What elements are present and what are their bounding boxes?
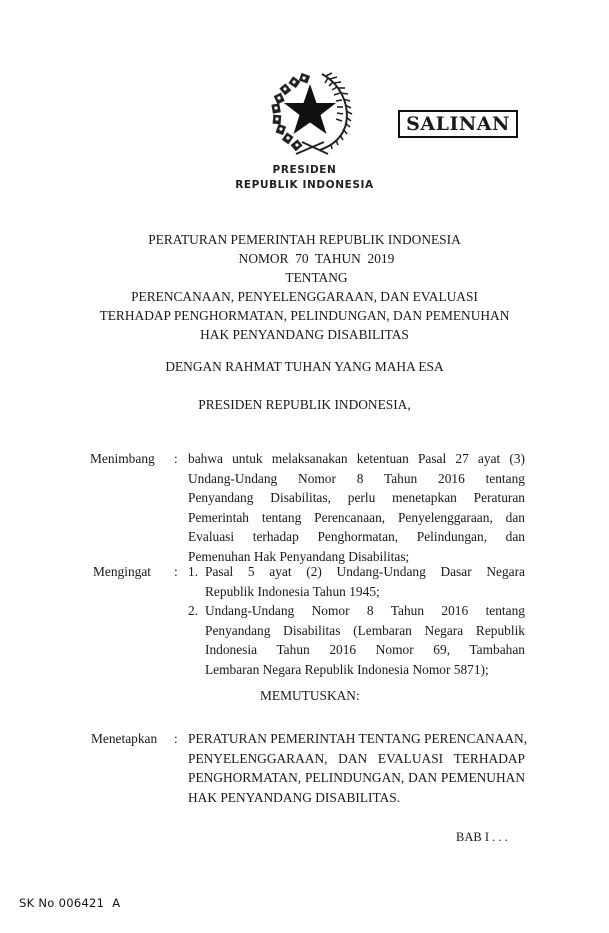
mengingat-item-number: 2. xyxy=(188,603,199,618)
mengingat-item-line: Lembaran Negara Republik Indonesia Nomor 5871); xyxy=(205,661,489,677)
menetapkan-line: PENGHORMATAN, PELINDUNGAN, DAN PEMENUHAN xyxy=(188,770,525,785)
mengingat-item-line: Republik Indonesia Tahun 1945; xyxy=(205,583,380,599)
menetapkan-colon: : xyxy=(174,731,178,746)
title-line-4: PERENCANAAN, PENYELENGGARAAN, DAN EVALUASI xyxy=(131,289,478,304)
serial-number: SK No 006421 A xyxy=(19,896,121,910)
mengingat-label: Mengingat xyxy=(93,564,152,579)
menimbang-line: Evaluasi terhadap Penghormatan, Pelindungan, dan xyxy=(188,529,525,544)
salinan-stamp: SALINAN xyxy=(398,110,518,138)
office-label-presiden: PRESIDEN xyxy=(272,164,337,176)
title-line-tentang: TENTANG xyxy=(285,270,348,285)
presidential-emblem-icon xyxy=(266,70,354,156)
menimbang-colon: : xyxy=(174,451,178,466)
office-label-republik: REPUBLIK INDONESIA xyxy=(235,179,374,191)
title-line-1: PERATURAN PEMERINTAH REPUBLIK INDONESIA xyxy=(148,232,461,247)
invocation: DENGAN RAHMAT TUHAN YANG MAHA ESA xyxy=(165,359,444,374)
decision-heading: MEMUTUSKAN: xyxy=(260,688,360,703)
title-line-6: HAK PENYANDANG DISABILITAS xyxy=(200,327,409,342)
menimbang-line: Penyandang Disabilitas, perlu menetapkan Peraturan xyxy=(188,490,525,505)
continuation-marker: BAB I . . . xyxy=(456,830,508,844)
menimbang-label: Menimbang xyxy=(90,451,155,466)
mengingat-item-line: Penyandang Disabilitas (Lembaran Negara Republik xyxy=(205,622,525,638)
menimbang-line: bahwa untuk melaksanakan ketentuan Pasal 27 ayat (3) xyxy=(188,451,525,466)
title-line-number: NOMOR 70 TAHUN 2019 xyxy=(238,251,395,266)
menetapkan-line: PERATURAN PEMERINTAH TENTANG PERENCANAAN, xyxy=(188,731,528,746)
menetapkan-line: PENYELENGGARAAN, DAN EVALUASI TERHADAP xyxy=(188,750,525,766)
authority: PRESIDEN REPUBLIK INDONESIA, xyxy=(198,397,411,412)
mengingat-colon: : xyxy=(174,564,178,579)
menetapkan-line: HAK PENYANDANG DISABILITAS. xyxy=(188,789,401,805)
menimbang-line: Pemerintah tentang Perencanaan, Penyelenggaraan, dan xyxy=(188,509,525,525)
mengingat-item-number: 1. xyxy=(188,564,199,579)
menimbang-line: Pemenuhan Hak Penyandang Disabilitas; xyxy=(188,548,410,564)
menimbang-line: Undang-Undang Nomor 8 Tahun 2016 tentang xyxy=(188,470,525,486)
menetapkan-label: Menetapkan xyxy=(91,731,158,746)
mengingat-item-line: Pasal 5 ayat (2) Undang-Undang Dasar Negara xyxy=(205,564,525,579)
title-line-5: TERHADAP PENGHORMATAN, PELINDUNGAN, DAN PEMENUHAN xyxy=(99,308,510,323)
mengingat-item-line: Undang-Undang Nomor 8 Tahun 2016 tentang xyxy=(205,603,525,618)
mengingat-item-line: Indonesia Tahun 2016 Nomor 69, Tambahan xyxy=(205,642,525,657)
